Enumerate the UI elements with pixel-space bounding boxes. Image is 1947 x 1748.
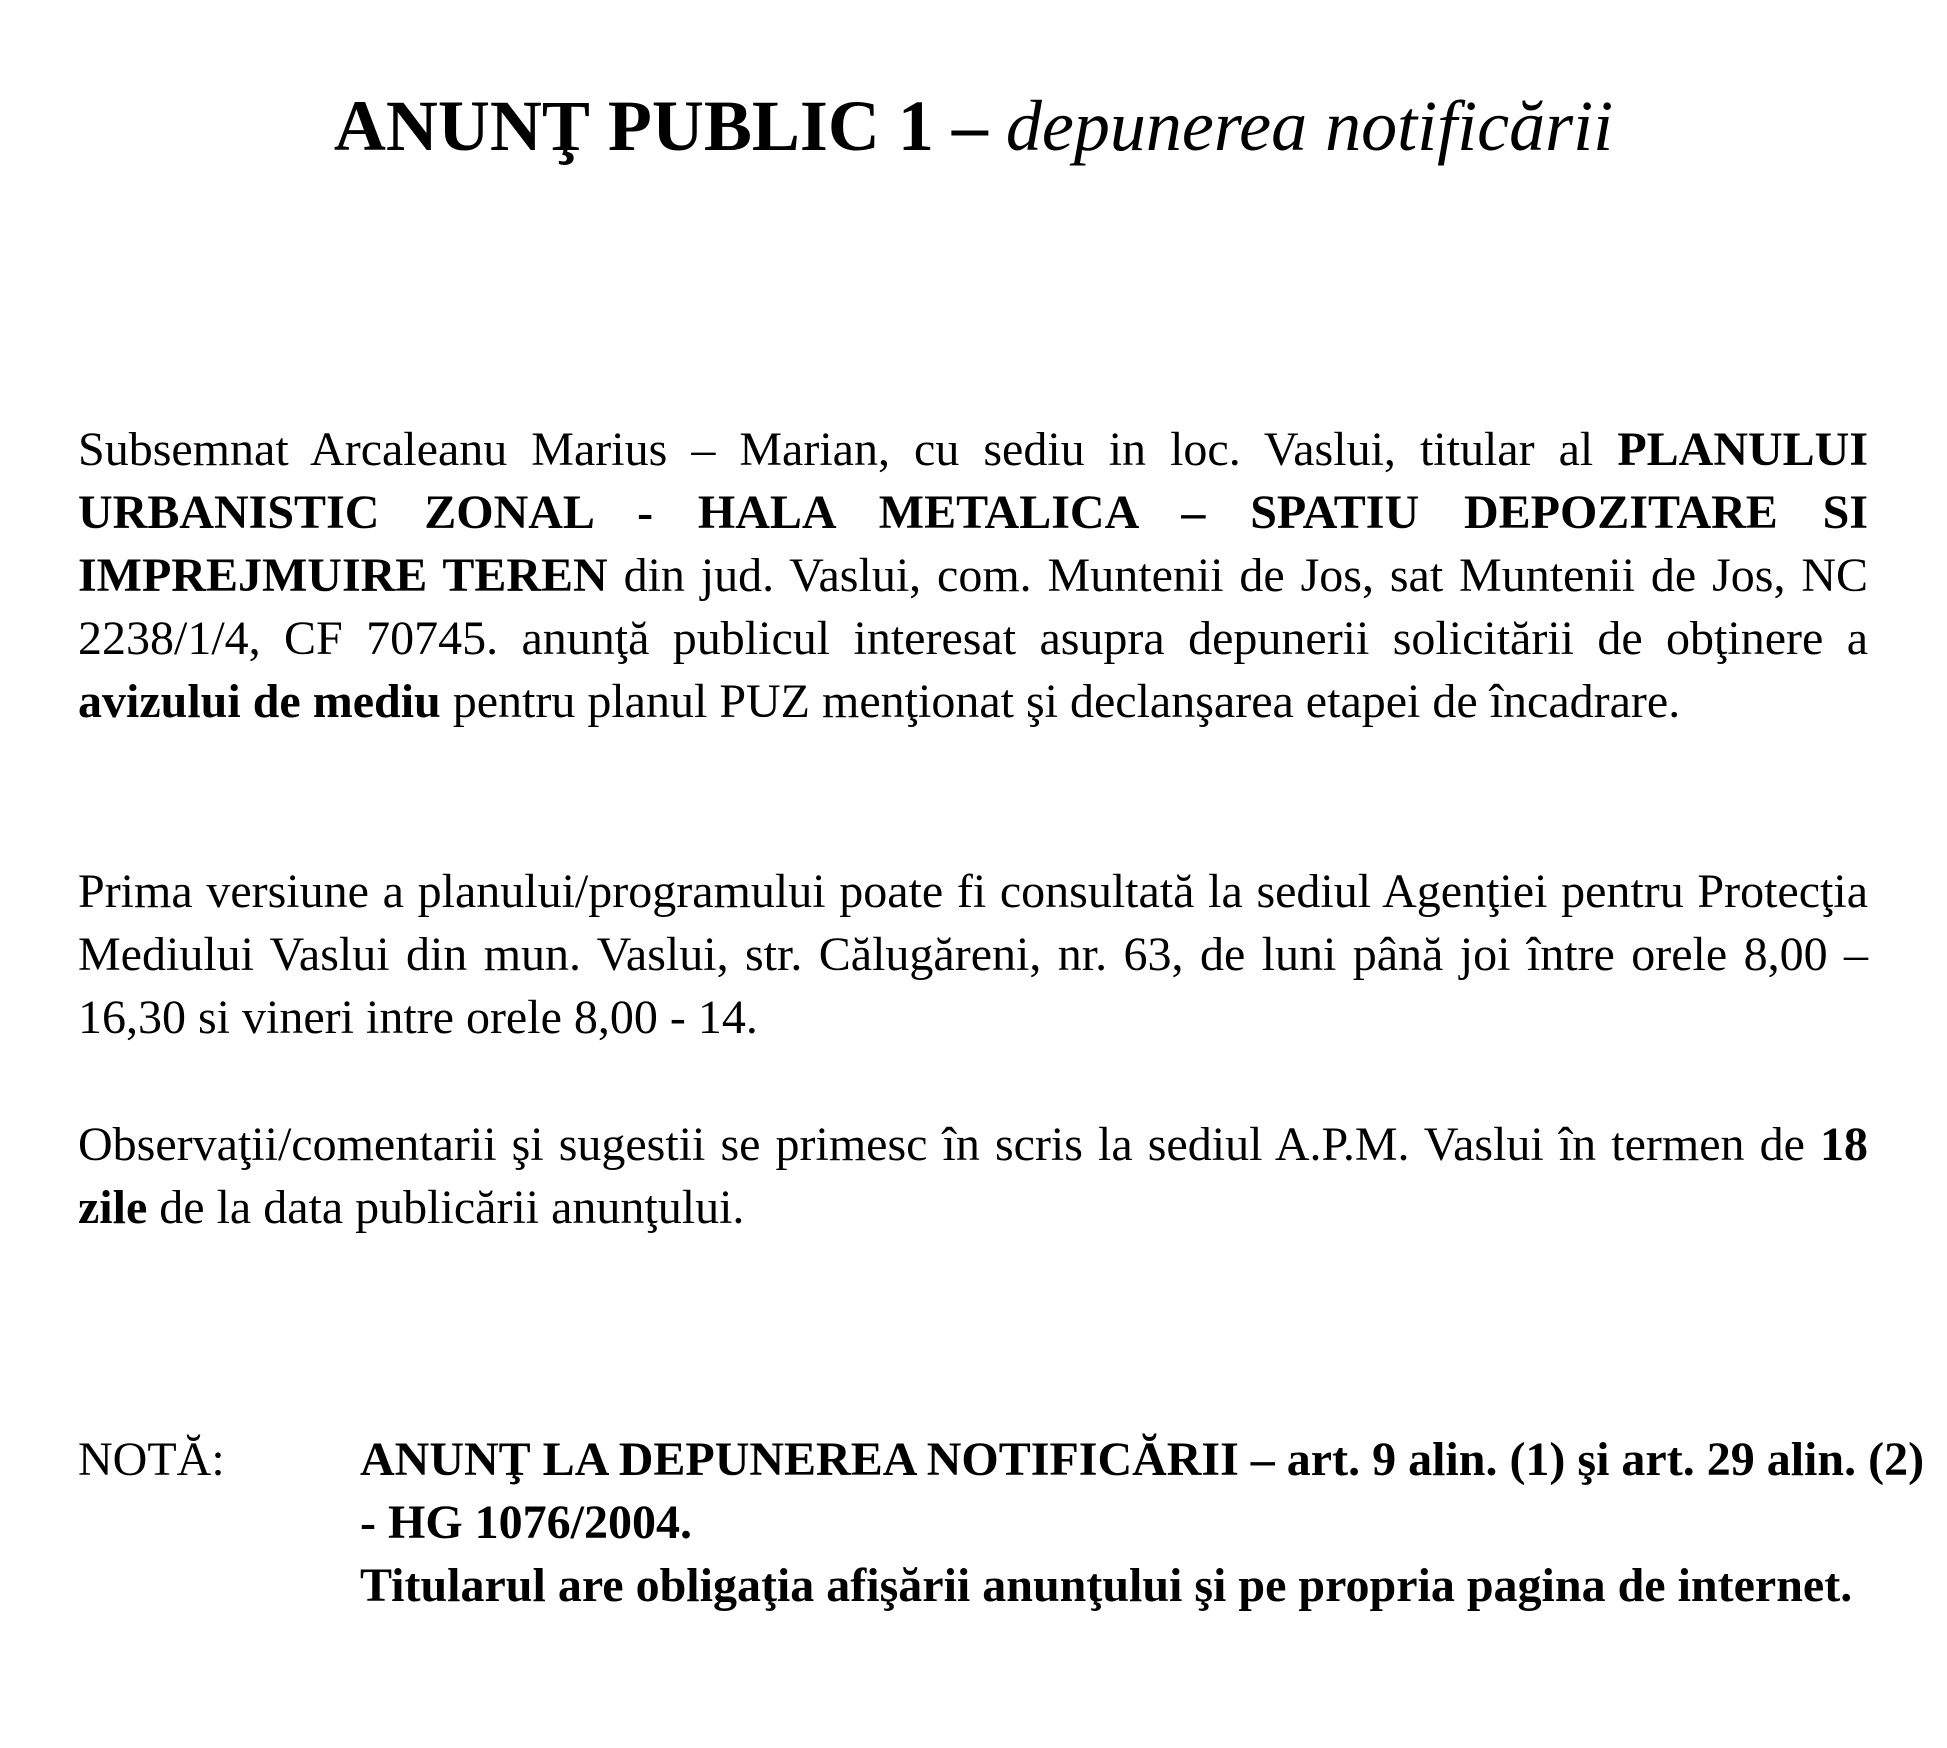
note-obligation: Titularul are obligaţia afişării anunţului şi pe propria pagina de internet. [360,1559,1853,1612]
paragraph-text: din jud. Vaslui, com. Muntenii de Jos, sat Muntenii de Jos, NC 2238/1/4, CF 70745. anunţă publicul interesat asupra depunerii solicitării de obţinere a [78,549,1869,665]
consultation-paragraph [78,860,1868,1049]
title-bold-part: ANUNŢ PUBLIC 1 – [333,86,988,166]
announcement-paragraph [78,418,1868,733]
plan-name: PLANULUI URBANISTIC ZONAL - HALA METALICA – SPATIU DEPOZITARE SI IMPREJMUIRE TEREN [78,423,1869,602]
paragraph-text: de la data publicării anunţului. [159,1181,745,1234]
note-body [360,1428,1930,1617]
environmental-permit-term: avizului de mediu [78,675,441,728]
comments-paragraph [78,1113,1868,1239]
paragraph-text: Subsemnat Arcaleanu Marius – Marian, cu sediu in loc. Vaslui, titular al [78,423,1594,476]
paragraph-text: Observaţii/comentarii şi sugestii se primesc în scris la sediul A.P.M. Vaslui în termen de [78,1118,1805,1171]
note-label: NOTĂ: [78,1433,225,1486]
note-legal-reference: ANUNŢ LA DEPUNEREA NOTIFICĂRII – art. 9 alin. (1) şi art. 29 alin. (2) - HG 1076/2004. [360,1433,1925,1549]
title-italic-part: depunerea notificării [1005,86,1614,166]
paragraph-text: pentru planul PUZ menţionat şi declanşarea etapei de încadrare. [452,675,1681,728]
page-title [0,78,1947,174]
paragraph-text: Prima versiune a planului/programului poate fi consultată la sediul Agenţiei pentru Protecţia Mediului Vaslui din mun. Vaslui, str. Călugăreni, nr. 63, de luni până joi între orele 8,00 – 16,30 si vineri intre orele 8,00 - 14. [78,865,1868,1044]
deadline-days: 18 zile [78,1118,1869,1234]
